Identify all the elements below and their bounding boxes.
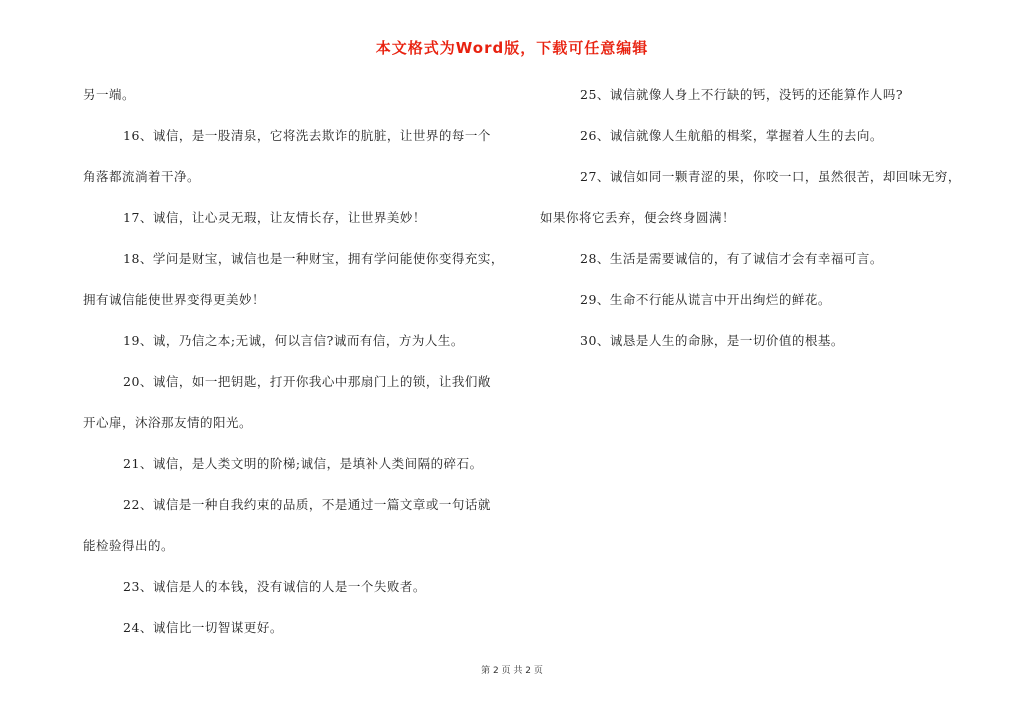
paragraph-line: 24、诚信比一切智谋更好。 (123, 620, 283, 635)
paragraph-line: 23、诚信是人的本钱，没有诚信的人是一个失败者。 (123, 579, 426, 594)
paragraph-line: 21、诚信，是人类文明的阶梯;诚信，是填补人类间隔的碎石。 (123, 456, 483, 471)
paragraph-line: 17、诚信，让心灵无瑕，让友情长存，让世界美妙！ (123, 210, 426, 225)
paragraph-line: 开心扉，沐浴那友情的阳光。 (83, 415, 253, 430)
paragraph-line: 19、诚，乃信之本;无诚，何以言信?诚而有信，方为人生。 (123, 333, 464, 348)
paragraph-line: 26、诚信就像人生航船的楫桨，掌握着人生的去向。 (580, 128, 883, 143)
paragraph-line: 如果你将它丢弃，便会终身圆满！ (540, 210, 736, 225)
paragraph-line: 角落都流淌着干净。 (83, 169, 201, 184)
paragraph-line: 能检验得出的。 (83, 538, 175, 553)
paragraph-line: 拥有诚信能使世界变得更美妙！ (83, 292, 266, 307)
paragraph-line: 30、诚恳是人生的命脉，是一切价值的根基。 (580, 333, 844, 348)
page-number-footer: 第 2 页 共 2 页 (481, 666, 543, 676)
paragraph-line: 16、诚信，是一股清泉，它将洗去欺诈的肮脏，让世界的每一个 (123, 128, 491, 143)
paragraph-line: 28、生活是需要诚信的，有了诚信才会有幸福可言。 (580, 251, 883, 266)
paragraph-line: 29、生命不行能从谎言中开出绚烂的鲜花。 (580, 292, 831, 307)
paragraph-line: 18、学问是财宝，诚信也是一种财宝，拥有学问能使你变得充实， (123, 251, 504, 266)
paragraph-line: 25、诚信就像人身上不行缺的钙，没钙的还能算作人吗? (580, 87, 904, 102)
paragraph-line: 22、诚信是一种自我约束的品质，不是通过一篇文章或一句话就 (123, 497, 491, 512)
paragraph-line: 另一端。 (83, 87, 136, 102)
paragraph-line: 20、诚信，如一把钥匙，打开你我心中那扇门上的锁，让我们敞 (123, 374, 491, 389)
paragraph-line: 27、诚信如同一颗青涩的果，你咬一口，虽然很苦，却回味无穷， (580, 169, 961, 184)
document-header-title: 本文格式为Word版，下载可任意编辑 (375, 39, 649, 57)
